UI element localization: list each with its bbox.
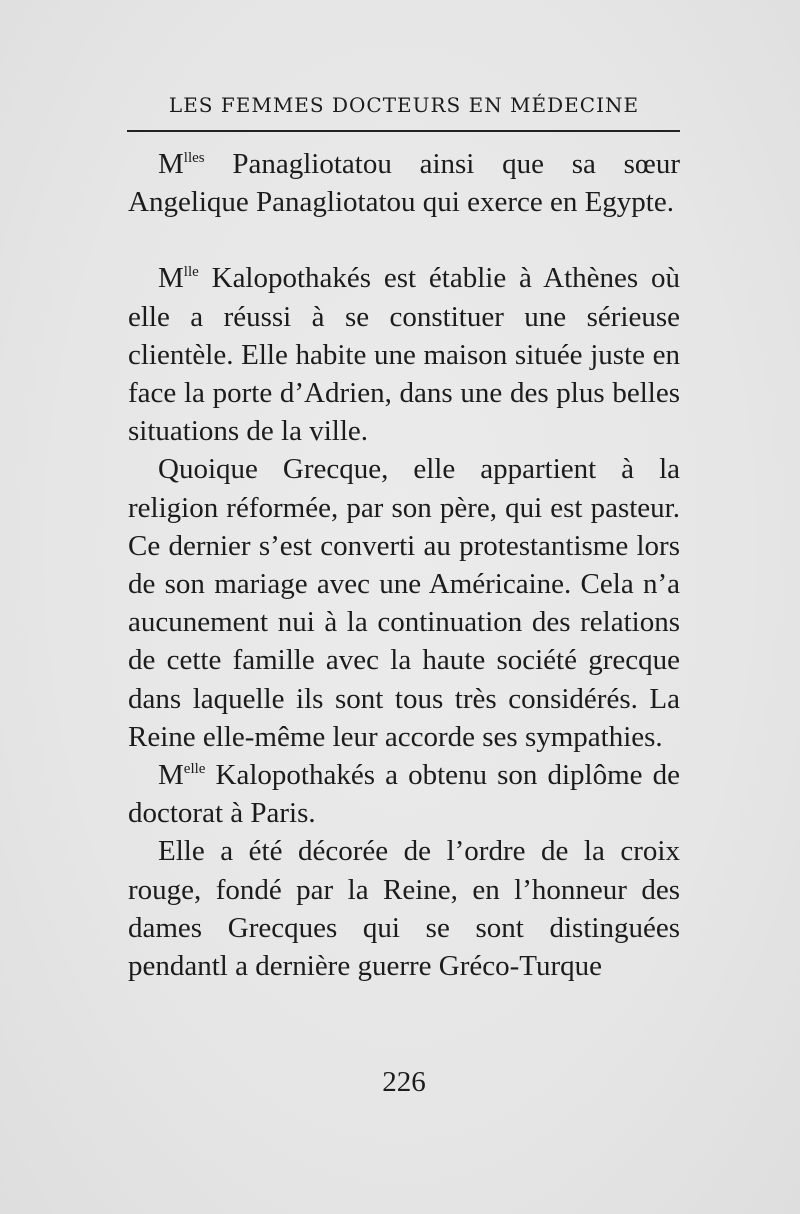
honorific-superscript: lle [183,264,199,281]
honorific: M [158,759,184,792]
paragraph-3 [128,450,680,756]
paragraph-text: Kalopothakés est établie à Athènes où elle a réussi à se constituer une sérieuse clientèle. Elle habite une maison située juste en face la porte d’Adrien, dans une des plus belles situations de la ville. [128,262,680,448]
honorific: M [158,148,184,180]
paragraph-5 [128,832,680,985]
honorific-superscript: elle [183,761,206,778]
paragraph-2 [128,259,680,450]
paragraph-text: Elle a été décorée de l’ordre de la croix rouge, fondé par la Reine, en l’honneur des dames Grecques qui se sont distinguées pendantl a dernière guerre Gréco-Turque [128,835,680,983]
paragraph-4 [128,756,680,832]
page-number: 226 [382,1066,426,1098]
paragraph-1 [128,145,680,221]
honorific-superscript: lles [183,150,205,166]
honorific: M [158,262,184,295]
paragraph-text: Panagliotatou ainsi que sa sœur Angelique Panagliotatou qui exerce en Egypte. [128,148,680,219]
paragraph-text: Kalopothakés a obtenu son diplôme de doctorat à Paris. [128,759,680,830]
paragraph-text: Quoique Grecque, elle appartient à la religion réformée, par son père, qui est pasteur. Ce dernier s’est converti au protestantisme lors de son mariage avec une Américaine. Cela n’a aucunement nui à la continuation des relations de cette famille avec la haute société grecque dans laquelle ils sont tous très considérés. La Reine elle-même leur accorde ses sympathies. [128,453,680,753]
running-header: LES FEMMES DOCTEURS EN MÉDECINE [168,93,640,117]
body-text [128,145,680,985]
header-rule [127,130,680,132]
